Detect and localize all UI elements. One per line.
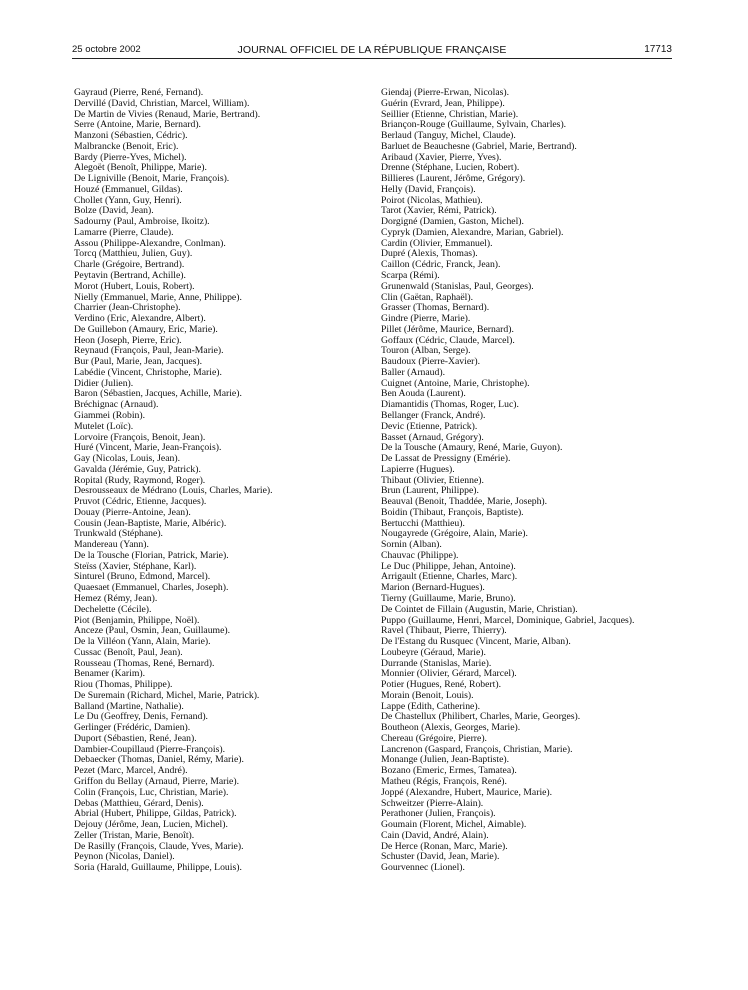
list-item: Cardin (Olivier, Emmanuel). (381, 238, 493, 249)
list-item: Huré (Vincent, Marie, Jean-François). (74, 443, 222, 454)
list-item: Peytavin (Bertrand, Achille). (74, 271, 186, 282)
list-item: Verdino (Eric, Alexandre, Albert). (74, 314, 206, 325)
page-number: 17713 (644, 44, 672, 55)
list-item: Seillier (Etienne, Christian, Marie). (381, 109, 519, 120)
list-item: Steïss (Xavier, Stéphane, Karl). (74, 561, 197, 572)
list-item: Griffon du Bellay (Arnaud, Pierre, Marie). (74, 777, 239, 787)
list-item: Goumain (Florent, Michel, Aimable). (381, 820, 527, 831)
left-column-name-list (74, 88, 364, 874)
list-item: Chereau (Grégoire, Pierre). (381, 733, 487, 744)
list-item: Ropital (Rudy, Raymond, Roger). (74, 475, 206, 486)
list-item: Dorgigné (Damien, Gaston, Michel). (381, 217, 524, 228)
list-item: De la Villéon (Yann, Alain, Marie). (74, 637, 211, 648)
list-item: Diamantidis (Thomas, Roger, Luc). (381, 400, 519, 411)
list-item: Bellanger (Franck, André). (381, 410, 486, 421)
list-item: Brun (Laurent, Philippe). (381, 486, 479, 497)
right-column-name-list (381, 88, 673, 874)
list-item: De Chastellux (Philibert, Charles, Marie, Georges). (381, 712, 581, 723)
list-item: Loubeyre (Géraud, Marie). (381, 647, 486, 658)
list-item: De Herce (Ronan, Marc, Marie). (381, 841, 508, 852)
list-item: Mandereau (Yann). (74, 540, 149, 551)
list-item: Barluet de Beauchesne (Gabriel, Marie, Bertrand). (381, 141, 577, 152)
list-item: De Martin de Vivies (Renaud, Marie, Bertrand). (74, 109, 261, 120)
list-item: Arrigault (Etienne, Charles, Marc). (381, 572, 518, 583)
list-item: Gayraud (Pierre, René, Fernand). (74, 88, 204, 98)
list-item: Sinturel (Bruno, Edmond, Marcel). (74, 572, 211, 583)
list-item: De la Tousche (Florian, Patrick, Marie). (74, 550, 229, 561)
list-item: Beauval (Benoit, Thaddée, Marie, Joseph). (381, 497, 548, 508)
list-item: Desrousseaux de Médrano (Louis, Charles, Marie). (74, 486, 273, 497)
list-item: Houzé (Emmanuel, Gildas). (74, 184, 183, 195)
list-item: Thibaut (Olivier, Etienne). (381, 475, 484, 486)
list-item: Morot (Hubert, Louis, Robert). (74, 281, 195, 292)
list-item: Gerlinger (Frédéric, Damien). (74, 723, 191, 734)
list-item: Devic (Etienne, Patrick). (381, 421, 478, 432)
list-item: Gavalda (Jérémie, Guy, Patrick). (74, 464, 201, 475)
list-item: Monange (Julien, Jean-Baptiste). (381, 755, 510, 766)
list-item: Billieres (Laurent, Jérôme, Grégory). (381, 174, 526, 185)
list-item: Mutelet (Loïc). (74, 421, 134, 432)
list-item: Poirot (Nicolas, Mathieu). (381, 195, 483, 206)
publication-date: 25 octobre 2002 (72, 44, 141, 55)
list-item: Matheu (Régis, François, René). (381, 777, 507, 787)
list-item: Scarpa (Rémi). (381, 271, 440, 282)
list-item: Grunenwald (Stanislas, Paul, Georges). (381, 281, 534, 292)
list-item: Sornin (Alban). (381, 540, 442, 551)
list-item: Didier (Julien). (74, 378, 134, 389)
list-item: Anceze (Paul, Osmin, Jean, Guillaume). (74, 626, 231, 637)
list-item: Dervillé (David, Christian, Marcel, William). (74, 98, 250, 109)
list-item: Peynon (Nicolas, Daniel). (74, 852, 175, 863)
list-item: Baudoux (Pierre-Xavier). (381, 357, 480, 368)
list-item: Schweitzer (Pierre-Alain). (381, 798, 484, 809)
list-item: Heon (Joseph, Pierre, Eric). (74, 335, 182, 346)
list-item: Alegoët (Benoît, Philippe, Marie). (74, 163, 207, 174)
list-item: Le Du (Geoffrey, Denis, Fernand). (74, 712, 208, 723)
list-item: Goffaux (Cédric, Claude, Marcel). (381, 335, 515, 346)
list-item: Perathoner (Julien, François). (381, 809, 496, 820)
list-item: Helly (David, François). (381, 184, 476, 195)
list-item: Tarot (Xavier, Rémi, Patrick). (381, 206, 497, 217)
list-item: Manzoni (Sébastien, Cédric). (74, 131, 188, 142)
list-item: Tierny (Guillaume, Marie, Bruno). (381, 593, 516, 604)
list-item: Labédie (Vincent, Christophe, Marie). (74, 367, 222, 378)
list-item: Charrier (Jean-Christophe). (74, 303, 181, 314)
list-item: Cousin (Jean-Baptiste, Marie, Albéric). (74, 518, 227, 529)
list-item: Lapierre (Hugues). (381, 464, 455, 475)
list-item: Gay (Nicolas, Louis, Jean). (74, 454, 180, 465)
list-item: Monnier (Olivier, Gérard, Marcel). (381, 669, 517, 680)
list-item: De Lassat de Pressigny (Emérie). (381, 454, 511, 465)
list-item: Durrande (Stanislas, Marie). (381, 658, 492, 669)
list-item: Douay (Pierre-Antoine, Jean). (74, 507, 191, 518)
list-item: Reynaud (François, Paul, Jean-Marie). (74, 346, 224, 357)
list-item: De Rasilly (François, Claude, Yves, Marie). (74, 841, 244, 852)
list-item: Schuster (David, Jean, Marie). (381, 852, 500, 863)
list-item: Nielly (Emmanuel, Marie, Anne, Philippe). (74, 292, 242, 303)
list-item: Baller (Arnaud). (381, 367, 446, 378)
list-item: Bur (Paul, Marie, Jean, Jacques). (74, 357, 203, 368)
list-item: Nougayrede (Grégoire, Alain, Marie). (381, 529, 528, 540)
list-item: Dejouy (Jérôme, Jean, Lucien, Michel). (74, 820, 228, 831)
list-item: Bozano (Emeric, Ermes, Tamatea). (381, 766, 517, 777)
list-item: Trunkwald (Stéphane). (74, 529, 163, 540)
list-item: Briançon-Rouge (Guillaume, Sylvain, Charles). (381, 120, 567, 131)
list-item: Colin (François, Luc, Christian, Marie). (74, 787, 229, 798)
list-item: Balland (Martine, Nathalie). (74, 701, 184, 712)
list-item: Malbrancke (Benoit, Eric). (74, 141, 179, 152)
list-item: Dambier-Coupillaud (Pierre-François). (74, 744, 225, 755)
list-item: Lappe (Edith, Catherine). (381, 701, 480, 712)
list-item: Cain (David, André, Alain). (381, 830, 489, 841)
list-item: De Guillebon (Amaury, Eric, Marie). (74, 324, 218, 335)
list-item: De Ligniville (Benoit, Marie, François). (74, 174, 230, 185)
list-item: Clin (Gaëtan, Raphaël). (381, 292, 473, 303)
list-item: Charle (Grégoire, Bertrand). (74, 260, 185, 271)
list-item: Bertucchi (Matthieu). (381, 518, 465, 529)
list-item: De l'Estang du Rusquec (Vincent, Marie, Alban). (381, 637, 571, 648)
list-item: Zeller (Tristan, Marie, Benoît). (74, 830, 195, 841)
list-item: Gindre (Pierre, Marie). (381, 314, 471, 325)
list-item: Bolze (David, Jean). (74, 206, 154, 217)
list-item: Ben Aouda (Laurent). (381, 389, 466, 400)
list-item: Soria (Harald, Guillaume, Philippe, Louis). (74, 863, 242, 874)
list-item: Pezet (Marc, Marcel, André). (74, 766, 188, 777)
list-item: Cypryk (Damien, Alexandre, Marian, Gabriel). (381, 227, 564, 238)
list-item: Piot (Benjamin, Philippe, Noël). (74, 615, 200, 626)
list-item: Dupré (Alexis, Thomas). (381, 249, 478, 260)
list-item: Marion (Bernard-Hugues). (381, 583, 485, 594)
page-header (72, 44, 672, 59)
list-item: Duport (Sébastien, René, Jean). (74, 733, 197, 744)
list-item: Bréchignac (Arnaud). (74, 400, 159, 411)
list-item: Abrial (Hubert, Philippe, Gildas, Patrick). (74, 809, 237, 820)
list-item: Gourvennec (Lionel). (381, 863, 465, 874)
list-item: Morain (Benoit, Louis). (381, 690, 474, 701)
list-item: Caillon (Cédric, Franck, Jean). (381, 260, 501, 271)
list-item: Assou (Philippe-Alexandre, Conlman). (74, 238, 226, 249)
list-item: Joppé (Alexandre, Hubert, Maurice, Marie). (381, 787, 553, 798)
list-item: Torcq (Matthieu, Julien, Guy). (74, 249, 193, 260)
list-item: Rousseau (Thomas, René, Bernard). (74, 658, 215, 669)
list-item: Giammei (Robin). (74, 410, 146, 421)
list-item: Chauvac (Philippe). (381, 550, 459, 561)
list-item: De Suremain (Richard, Michel, Marie, Patrick). (74, 690, 260, 701)
list-item: Debas (Matthieu, Gérard, Denis). (74, 798, 204, 809)
list-item: Le Duc (Philippe, Jehan, Antoine). (381, 561, 516, 572)
list-item: Hemez (Rémy, Jean). (74, 593, 158, 604)
list-item: Pillet (Jérôme, Maurice, Bernard). (381, 324, 514, 335)
list-item: Baron (Sébastien, Jacques, Achille, Marie). (74, 389, 242, 400)
list-item: Grasser (Thomas, Bernard). (381, 303, 490, 314)
list-item: Aribaud (Xavier, Pierre, Yves). (381, 152, 502, 163)
list-item: Chollet (Yann, Guy, Henri). (74, 195, 182, 206)
list-item: Lamarre (Pierre, Claude). (74, 227, 174, 238)
list-item: Cussac (Benoît, Paul, Jean). (74, 647, 183, 658)
list-item: Cuignet (Antoine, Marie, Christophe). (381, 378, 530, 389)
list-item: Boutheon (Alexis, Georges, Marie). (381, 723, 521, 734)
list-item: Ravel (Thibaut, Pierre, Thierry). (381, 626, 507, 637)
list-item: Giendaj (Pierre-Erwan, Nicolas). (381, 88, 510, 98)
list-item: Bardy (Pierre-Yves, Michel). (74, 152, 187, 163)
list-item: Drenne (Stéphane, Lucien, Robert). (381, 163, 520, 174)
list-item: Debaecker (Thomas, Daniel, Rémy, Marie). (74, 755, 244, 766)
list-item: Berlaud (Tanguy, Michel, Claude). (381, 131, 516, 142)
list-item: Benamer (Karim). (74, 669, 146, 680)
list-item: Serre (Antoine, Marie, Bernard). (74, 120, 201, 131)
journal-title: JOURNAL OFFICIEL DE LA RÉPUBLIQUE FRANÇAISE (237, 44, 507, 56)
list-item: De Cointet de Fillain (Augustin, Marie, Christian). (381, 604, 578, 615)
list-item: Dechelette (Cécile). (74, 604, 152, 615)
list-item: Quaesaet (Emmanuel, Charles, Joseph). (74, 583, 229, 594)
list-item: Boidin (Thibaut, François, Baptiste). (381, 507, 524, 518)
list-item: De la Tousche (Amaury, René, Marie, Guyon). (381, 443, 563, 454)
list-item: Sadourny (Paul, Ambroise, Ikoitz). (74, 217, 210, 228)
list-item: Lorvoire (François, Benoit, Jean). (74, 432, 206, 443)
list-item: Touron (Alban, Serge). (381, 346, 471, 357)
list-item: Puppo (Guillaume, Henri, Marcel, Dominique, Gabriel, Jacques). (381, 615, 635, 626)
list-item: Guérin (Evrard, Jean, Philippe). (381, 98, 505, 109)
list-item: Basset (Arnaud, Grégory). (381, 432, 484, 443)
list-item: Riou (Thomas, Philippe). (74, 680, 173, 691)
list-item: Potier (Hugues, René, Robert). (381, 680, 501, 691)
list-item: Lancrenon (Gaspard, François, Christian, Marie). (381, 744, 573, 755)
list-item: Pruvot (Cédric, Etienne, Jacques). (74, 497, 207, 508)
